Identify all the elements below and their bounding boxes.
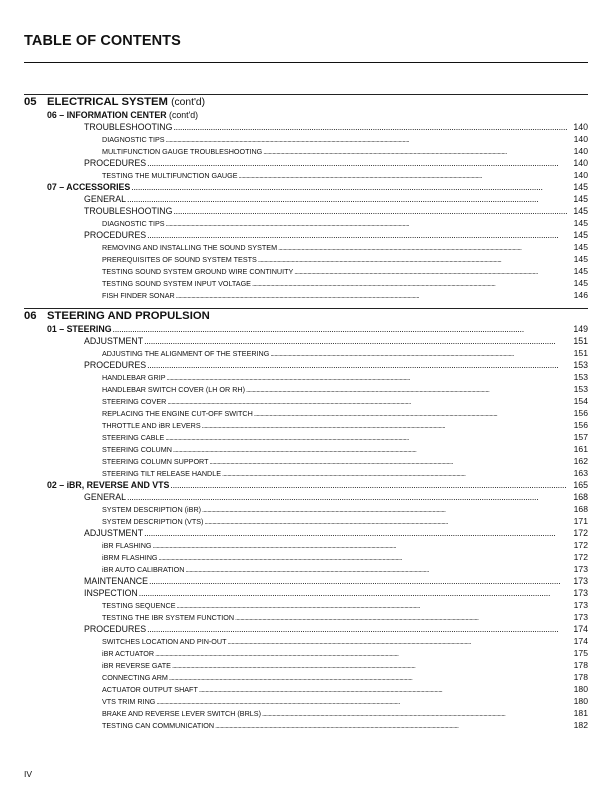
toc-subentry[interactable] bbox=[102, 265, 588, 277]
toc-entry[interactable] bbox=[84, 229, 588, 241]
toc-subentry[interactable] bbox=[102, 169, 588, 181]
page-ref: 145 bbox=[573, 182, 588, 192]
entry-label: DIAGNOSTIC TIPS bbox=[102, 219, 165, 228]
section-continued: (cont'd) bbox=[171, 97, 206, 108]
page-ref: 153 bbox=[573, 360, 588, 370]
toc-subentry[interactable] bbox=[102, 383, 588, 395]
page-ref: 181 bbox=[573, 708, 588, 718]
page-ref: 174 bbox=[573, 636, 588, 646]
dot-leader bbox=[113, 323, 567, 335]
entry-label: TESTING SOUND SYSTEM GROUND WIRE CONTINUITY bbox=[102, 267, 294, 276]
toc-subentry[interactable] bbox=[102, 407, 588, 419]
page-ref: 172 bbox=[573, 528, 588, 538]
toc-subentry[interactable] bbox=[102, 683, 588, 695]
page-ref: 162 bbox=[573, 456, 588, 466]
toc-subsection[interactable] bbox=[47, 479, 588, 491]
toc-subentry[interactable] bbox=[102, 395, 588, 407]
page-ref: 145 bbox=[573, 278, 588, 288]
entry-label: GENERAL bbox=[84, 194, 127, 204]
entry-label: GENERAL bbox=[84, 492, 127, 502]
page-ref: 172 bbox=[573, 552, 588, 562]
toc-subentry[interactable] bbox=[102, 719, 588, 731]
entry-label: DIAGNOSTIC TIPS bbox=[102, 135, 165, 144]
toc-subentry[interactable] bbox=[102, 455, 588, 467]
toc-subentry[interactable] bbox=[102, 539, 588, 551]
entry-label: ACTUATOR OUTPUT SHAFT bbox=[102, 685, 198, 694]
dot-leader bbox=[176, 290, 567, 302]
entry-label: STEERING COLUMN bbox=[102, 445, 172, 454]
page-ref: 146 bbox=[573, 290, 588, 300]
entry-label: STEERING COVER bbox=[102, 397, 167, 406]
page-ref: 151 bbox=[573, 336, 588, 346]
toc-entry[interactable] bbox=[84, 575, 588, 587]
entry-label: iBRM FLASHING bbox=[102, 553, 158, 562]
entry-label: MULTIFUNCTION GAUGE TROUBLESHOOTING bbox=[102, 147, 263, 156]
dot-leader bbox=[131, 181, 567, 193]
entry-label: SYSTEM DESCRIPTION (iBR) bbox=[102, 505, 202, 514]
entry-label: CONNECTING ARM bbox=[102, 673, 168, 682]
entry-label: TESTING SOUND SYSTEM INPUT VOLTAGE bbox=[102, 279, 251, 288]
entry-label: VTS TRIM RING bbox=[102, 697, 156, 706]
toc-entry[interactable] bbox=[84, 157, 588, 169]
entry-label: STEERING COLUMN SUPPORT bbox=[102, 457, 209, 466]
dot-leader bbox=[127, 491, 567, 503]
subsection-title: 01 – STEERING bbox=[47, 324, 112, 334]
toc-subsection[interactable] bbox=[47, 181, 588, 193]
page-ref: 140 bbox=[573, 158, 588, 168]
toc-entry[interactable] bbox=[84, 193, 588, 205]
toc-entry[interactable] bbox=[84, 527, 588, 539]
entry-label: PROCEDURES bbox=[84, 624, 147, 634]
entry-label: REPLACING THE ENGINE CUT-OFF SWITCH bbox=[102, 409, 253, 418]
page-ref: 175 bbox=[573, 648, 588, 658]
toc-subentry[interactable] bbox=[102, 241, 588, 253]
entry-label: HANDLEBAR GRIP bbox=[102, 373, 166, 382]
toc-subentry[interactable] bbox=[102, 347, 588, 359]
page-ref: 145 bbox=[573, 218, 588, 228]
page-ref: 145 bbox=[573, 194, 588, 204]
page-ref: 178 bbox=[573, 660, 588, 670]
entry-label: SWITCHES LOCATION AND PIN-OUT bbox=[102, 637, 227, 646]
page-ref: 140 bbox=[573, 146, 588, 156]
page-ref: 182 bbox=[573, 720, 588, 730]
toc-entry[interactable] bbox=[84, 121, 588, 133]
entry-label: TESTING CAN COMMUNICATION bbox=[102, 721, 215, 730]
page-ref: 151 bbox=[573, 348, 588, 358]
entry-label: TESTING THE MULTIFUNCTION GAUGE bbox=[102, 171, 238, 180]
entry-label: PROCEDURES bbox=[84, 230, 147, 240]
toc-subentry[interactable] bbox=[102, 217, 588, 229]
page-ref: 180 bbox=[573, 684, 588, 694]
entry-label: THROTTLE AND iBR LEVERS bbox=[102, 421, 201, 430]
section-number: 06 bbox=[24, 310, 37, 322]
section-heading bbox=[24, 309, 210, 323]
page-ref: 140 bbox=[573, 170, 588, 180]
page-ref: 173 bbox=[573, 576, 588, 586]
dot-leader bbox=[215, 720, 567, 732]
toc-subentry[interactable] bbox=[102, 431, 588, 443]
toc-subentry[interactable] bbox=[102, 443, 588, 455]
page-ref: 145 bbox=[573, 266, 588, 276]
entry-label: iBR FLASHING bbox=[102, 541, 152, 550]
page-ref: 172 bbox=[573, 540, 588, 550]
page-ref: 157 bbox=[573, 432, 588, 442]
page-ref: 140 bbox=[573, 122, 588, 132]
toc-subentry[interactable] bbox=[102, 695, 588, 707]
page-ref: 161 bbox=[573, 444, 588, 454]
page-ref: 140 bbox=[573, 134, 588, 144]
toc-subentry[interactable] bbox=[102, 635, 588, 647]
dot-leader bbox=[144, 335, 567, 347]
section-title: ELECTRICAL SYSTEM bbox=[47, 96, 168, 108]
dot-leader bbox=[173, 205, 567, 217]
page-ref: 178 bbox=[573, 672, 588, 682]
toc-subentry[interactable] bbox=[102, 419, 588, 431]
page-ref: 145 bbox=[573, 230, 588, 240]
toc-entry[interactable] bbox=[84, 491, 588, 503]
section-number: 05 bbox=[24, 96, 37, 108]
title-rule bbox=[24, 62, 588, 63]
toc-subentry[interactable] bbox=[102, 707, 588, 719]
toc-entry[interactable] bbox=[84, 359, 588, 371]
entry-label: ADJUSTMENT bbox=[84, 336, 144, 346]
toc-subentry[interactable] bbox=[102, 671, 588, 683]
entry-label: ADJUSTMENT bbox=[84, 528, 144, 538]
entry-label: PROCEDURES bbox=[84, 360, 147, 370]
page-ref: 149 bbox=[573, 324, 588, 334]
entry-label: ADJUSTING THE ALIGNMENT OF THE STEERING bbox=[102, 349, 270, 358]
entry-label: STEERING CABLE bbox=[102, 433, 165, 442]
subsection-title: 07 – ACCESSORIES bbox=[47, 182, 131, 192]
toc-subentry[interactable] bbox=[102, 647, 588, 659]
page-ref: 154 bbox=[573, 396, 588, 406]
entry-label: TROUBLESHOOTING bbox=[84, 122, 173, 132]
toc-subentry[interactable] bbox=[102, 551, 588, 563]
page-number: IV bbox=[24, 769, 33, 779]
subsection-continued: (cont'd) bbox=[169, 110, 199, 120]
page-ref: 173 bbox=[573, 600, 588, 610]
toc-subentry[interactable] bbox=[102, 253, 588, 265]
entry-label: TROUBLESHOOTING bbox=[84, 206, 173, 216]
section-title: STEERING AND PROPULSION bbox=[47, 310, 210, 322]
entry-label: BRAKE AND REVERSE LEVER SWITCH (BRLS) bbox=[102, 709, 261, 718]
toc-subentry[interactable] bbox=[102, 145, 588, 157]
toc-subentry[interactable] bbox=[102, 467, 588, 479]
dot-leader bbox=[144, 527, 567, 539]
dot-leader bbox=[147, 229, 567, 241]
page-ref: 173 bbox=[573, 564, 588, 574]
entry-label: MAINTENANCE bbox=[84, 576, 149, 586]
toc-subentry[interactable] bbox=[102, 659, 588, 671]
dot-leader bbox=[147, 157, 567, 169]
page-ref: 145 bbox=[573, 254, 588, 264]
page-ref: 156 bbox=[573, 420, 588, 430]
toc-subsection[interactable] bbox=[47, 109, 198, 121]
toc-entry[interactable] bbox=[84, 623, 588, 635]
entry-label: PREREQUISITES OF SOUND SYSTEM TESTS bbox=[102, 255, 257, 264]
toc-subsection[interactable] bbox=[47, 323, 588, 335]
subsection-title: 02 – iBR, REVERSE AND VTS bbox=[47, 480, 170, 490]
page-ref: 153 bbox=[573, 372, 588, 382]
toc-subentry[interactable] bbox=[102, 503, 588, 515]
page-title: TABLE OF CONTENTS bbox=[24, 33, 181, 49]
page-ref: 163 bbox=[573, 468, 588, 478]
page-ref: 145 bbox=[573, 206, 588, 216]
entry-label: iBR AUTO CALIBRATION bbox=[102, 565, 185, 574]
page-ref: 173 bbox=[573, 588, 588, 598]
page-ref: 180 bbox=[573, 696, 588, 706]
page-ref: 168 bbox=[573, 504, 588, 514]
toc-subentry[interactable] bbox=[102, 371, 588, 383]
toc-subentry[interactable] bbox=[102, 289, 588, 301]
page-ref: 171 bbox=[573, 516, 588, 526]
entry-label: PROCEDURES bbox=[84, 158, 147, 168]
page-ref: 156 bbox=[573, 408, 588, 418]
dot-leader bbox=[170, 479, 567, 491]
entry-label: REMOVING AND INSTALLING THE SOUND SYSTEM bbox=[102, 243, 278, 252]
dot-leader bbox=[147, 623, 567, 635]
dot-leader bbox=[173, 121, 567, 133]
dot-leader bbox=[149, 575, 567, 587]
toc-subentry[interactable] bbox=[102, 515, 588, 527]
toc-entry[interactable] bbox=[84, 205, 588, 217]
dot-leader bbox=[127, 193, 567, 205]
toc-entry[interactable] bbox=[84, 587, 588, 599]
toc-entry[interactable] bbox=[84, 335, 588, 347]
toc-subentry[interactable] bbox=[102, 611, 588, 623]
page-ref: 145 bbox=[573, 242, 588, 252]
entry-label: TESTING THE IBR SYSTEM FUNCTION bbox=[102, 613, 235, 622]
entry-label: iBR REVERSE GATE bbox=[102, 661, 171, 670]
page-ref: 174 bbox=[573, 624, 588, 634]
entry-label: INSPECTION bbox=[84, 588, 138, 598]
section-heading bbox=[24, 95, 205, 109]
page-ref: 168 bbox=[573, 492, 588, 502]
entry-label: FISH FINDER SONAR bbox=[102, 291, 175, 300]
entry-label: HANDLEBAR SWITCH COVER (LH OR RH) bbox=[102, 385, 245, 394]
entry-label: iBR ACTUATOR bbox=[102, 649, 155, 658]
entry-label: STEERING TILT RELEASE HANDLE bbox=[102, 469, 222, 478]
dot-leader bbox=[139, 587, 567, 599]
subsection-title: 06 – INFORMATION CENTER bbox=[47, 110, 167, 120]
toc-subentry[interactable] bbox=[102, 133, 588, 145]
page-ref: 165 bbox=[573, 480, 588, 490]
toc-subentry[interactable] bbox=[102, 599, 588, 611]
entry-label: SYSTEM DESCRIPTION (VTS) bbox=[102, 517, 204, 526]
page-ref: 173 bbox=[573, 612, 588, 622]
toc-subentry[interactable] bbox=[102, 277, 588, 289]
toc-subentry[interactable] bbox=[102, 563, 588, 575]
dot-leader bbox=[147, 359, 567, 371]
page-ref: 153 bbox=[573, 384, 588, 394]
entry-label: TESTING SEQUENCE bbox=[102, 601, 176, 610]
